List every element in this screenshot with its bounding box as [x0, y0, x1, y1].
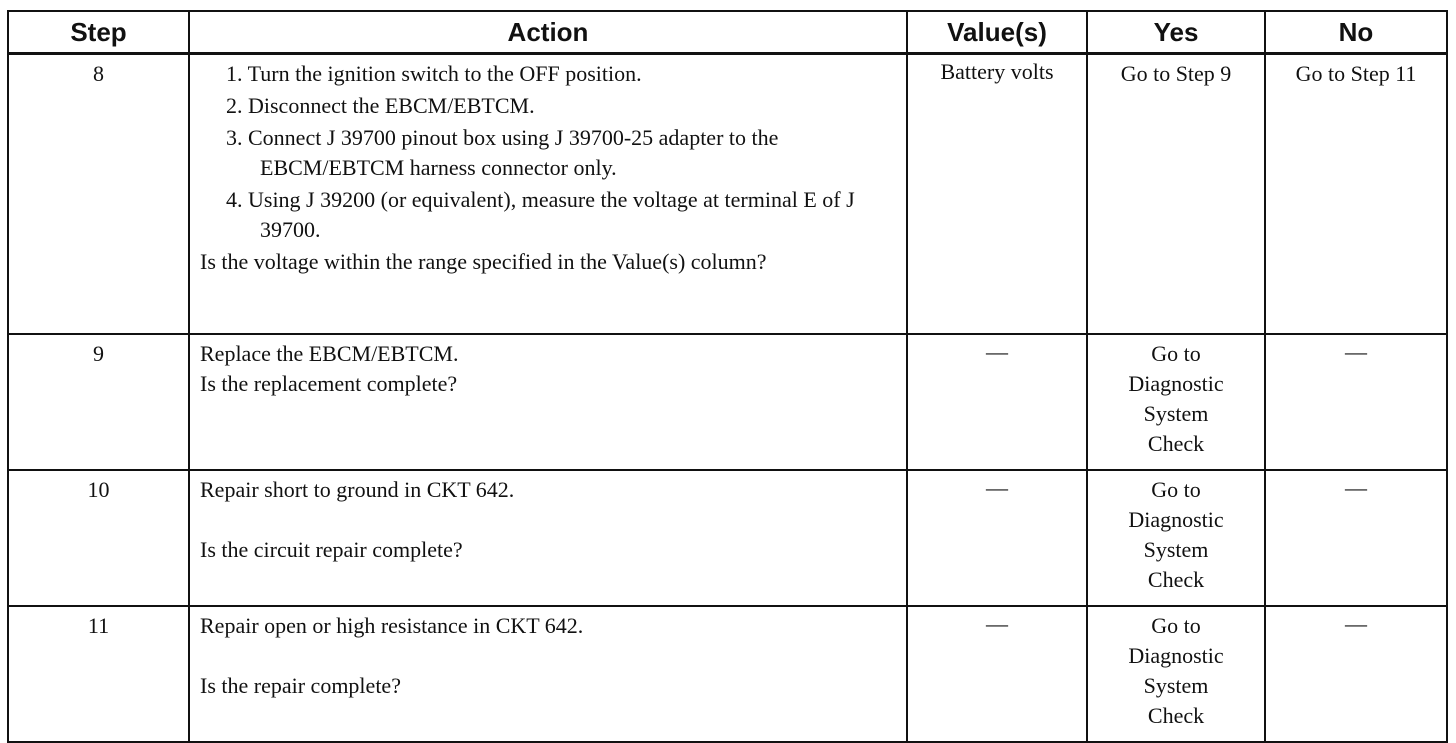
spacer — [200, 641, 896, 671]
action-text: Repair short to ground in CKT 642. — [200, 477, 515, 502]
action-text: Repair open or high resistance in CKT 642. — [200, 613, 584, 638]
value-cell: Battery volts — [907, 54, 1087, 335]
no-cell: — — [1265, 470, 1447, 606]
table-row — [8, 606, 1447, 742]
action-step: 2. Disconnect the EBCM/EBTCM. — [226, 93, 535, 118]
action-step: 1. Turn the ignition switch to the OFF position. — [226, 61, 642, 86]
yes-cell: Go to Step 9 — [1087, 54, 1265, 335]
step-number: 10 — [8, 470, 189, 606]
no-cell: — — [1265, 334, 1447, 470]
table-row — [8, 470, 1447, 606]
header-step: Step — [8, 11, 189, 54]
action-question: Is the circuit repair complete? — [200, 537, 463, 562]
action-text: Replace the EBCM/EBTCM. — [200, 341, 459, 366]
yes-cell-text: Go to Diagnostic System Check — [1128, 341, 1224, 456]
yes-cell — [1087, 470, 1265, 606]
header-values: Value(s) — [907, 11, 1087, 54]
step-number: 11 — [8, 606, 189, 742]
no-cell — [1265, 54, 1447, 335]
yes-cell — [1087, 334, 1265, 470]
table-row — [8, 54, 1447, 335]
header-action: Action — [189, 11, 907, 54]
header-row — [8, 11, 1447, 54]
no-cell-text: Go to Step 11 — [1295, 61, 1417, 86]
action-steps-list — [200, 59, 896, 245]
yes-cell-text: Go to Diagnostic System Check — [1128, 613, 1224, 728]
no-cell: — — [1265, 606, 1447, 742]
action-cell — [189, 334, 907, 470]
value-cell: — — [907, 470, 1087, 606]
step-number: 9 — [8, 334, 189, 470]
header-no: No — [1265, 11, 1447, 54]
action-step: 4. Using J 39200 (or equivalent), measure the voltage at terminal E of J 39700. — [226, 187, 855, 242]
action-cell — [189, 54, 907, 335]
value-cell: — — [907, 334, 1087, 470]
step-number: 8 — [8, 54, 189, 335]
table-row — [8, 334, 1447, 470]
action-cell — [189, 606, 907, 742]
value-cell: — — [907, 606, 1087, 742]
action-step: 3. Connect J 39700 pinout box using J 39700-25 adapter to the EBCM/EBTCM harness connector only. — [226, 125, 779, 180]
spacer — [200, 505, 896, 535]
yes-cell-text: Go to Diagnostic System Check — [1128, 477, 1224, 592]
yes-cell — [1087, 606, 1265, 742]
diagnostic-table — [7, 10, 1448, 743]
action-question: Is the voltage within the range specified in the Value(s) column? — [200, 249, 767, 274]
action-question: Is the repair complete? — [200, 673, 401, 698]
header-yes: Yes — [1087, 11, 1265, 54]
action-question: Is the replacement complete? — [200, 371, 458, 396]
action-cell — [189, 470, 907, 606]
